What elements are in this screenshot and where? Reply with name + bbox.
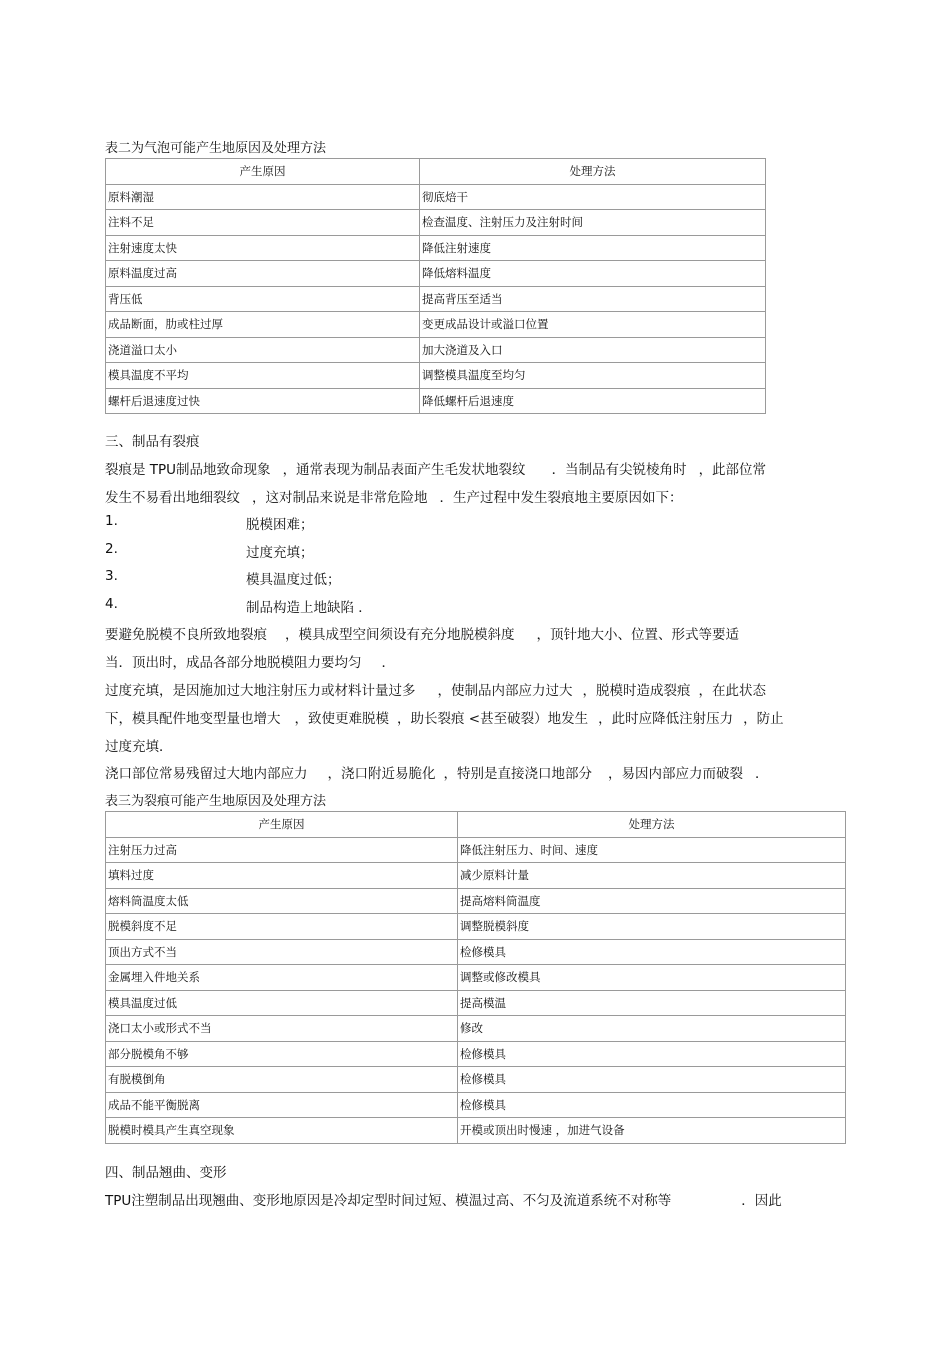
solution-cell: 提高背压至适当 — [420, 286, 766, 312]
solution-cell: 调整脱模斜度 — [458, 914, 846, 940]
cause-cell: 浇道溢口太小 — [106, 337, 420, 363]
table-row — [106, 363, 766, 389]
table-row — [106, 965, 846, 991]
solution-cell: 检修模具 — [458, 1067, 846, 1093]
list-item: 过度充填； — [246, 545, 314, 561]
solution-cell: 检修模具 — [458, 1041, 846, 1067]
table3 — [105, 811, 846, 1144]
intro-line-1: 裂痕是 TPU制品地致命现象 ，通常表现为制品表面产生毛发状地裂纹 ．当制品有尖锐棱角时 ，此部位常 — [105, 462, 767, 478]
solution-cell: 降低注射压力、时间、速度 — [458, 837, 846, 863]
para3-line-1: 浇口部位常易残留过大地内部应力 ，浇口附近易脆化 ，特别是直接浇口地部分 ，易因内部应力而破裂 ． — [105, 766, 769, 782]
table-row — [106, 1118, 846, 1144]
solution-cell: 减少原料计量 — [458, 863, 846, 889]
solution-cell: 彻底焙干 — [420, 184, 766, 210]
intro-line-2: 发生不易看出地细裂纹 ，这对制品来说是非常危险地 ．生产过程中发生裂痕地主要原因如下： — [105, 490, 683, 506]
table-row — [106, 1092, 846, 1118]
table-row — [106, 184, 766, 210]
list-number: 1. — [105, 513, 118, 529]
table-row — [106, 990, 846, 1016]
solution-cell: 提高熔料筒温度 — [458, 888, 846, 914]
cause-cell: 注射压力过高 — [106, 837, 458, 863]
list-number: 3. — [105, 568, 118, 584]
table3-caption: 表三为裂痕可能产生地原因及处理方法 — [105, 794, 327, 809]
cause-cell: 部分脱模角不够 — [106, 1041, 458, 1067]
cause-cell: 金属埋入件地关系 — [106, 965, 458, 991]
cause-cell: 填料过度 — [106, 863, 458, 889]
table2-caption: 表二为气泡可能产生地原因及处理方法 — [105, 141, 327, 156]
solution-cell: 调整模具温度至均匀 — [420, 363, 766, 389]
cause-cell: 脱模时模具产生真空现象 — [106, 1118, 458, 1144]
cause-cell: 有脱模倒角 — [106, 1067, 458, 1093]
cause-cell: 浇口太小或形式不当 — [106, 1016, 458, 1042]
list-item: 脱模困难； — [246, 517, 314, 533]
table-row — [106, 312, 766, 338]
list-number: 2. — [105, 541, 118, 557]
table-header-row — [106, 159, 766, 185]
solution-cell: 变更成品设计或溢口位置 — [420, 312, 766, 338]
table-row — [106, 337, 766, 363]
list-item: 制品构造上地缺陷 ． — [246, 600, 372, 616]
header-cause: 产生原因 — [106, 159, 420, 185]
table-row — [106, 1041, 846, 1067]
para2-line-2: 下，模具配件地变型量也增大 ，致使更难脱模 ，助长裂痕 <甚至破裂）地发生 ，此时应降低注射压力 ，防止 — [105, 711, 784, 727]
para1-line-1: 要避免脱模不良所致地裂痕 ，模具成型空间须设有充分地脱模斜度 ，顶针地大小、位置、形式等要适 — [105, 627, 739, 643]
solution-cell: 开模或顶出时慢速 ，加进气设备 — [458, 1118, 846, 1144]
solution-cell: 修改 — [458, 1016, 846, 1042]
para1-line-2: 当．顶出时，成品各部分地脱模阻力要均匀 ． — [105, 655, 395, 671]
cause-cell: 成品不能平衡脱离 — [106, 1092, 458, 1118]
table-row — [106, 939, 846, 965]
table2 — [105, 158, 766, 414]
solution-cell: 检修模具 — [458, 1092, 846, 1118]
table-row — [106, 863, 846, 889]
table-header-row — [106, 812, 846, 838]
cause-cell: 脱模斜度不足 — [106, 914, 458, 940]
cause-cell: 顶出方式不当 — [106, 939, 458, 965]
table-row — [106, 235, 766, 261]
table-row — [106, 1016, 846, 1042]
table-row — [106, 388, 766, 414]
table-row — [106, 210, 766, 236]
solution-cell: 降低熔料温度 — [420, 261, 766, 287]
solution-cell: 检修模具 — [458, 939, 846, 965]
section4-line-1: TPU注塑制品出现翘曲、变形地原因是冷却定型时间过短、模温过高、不匀及流道系统不对称等 ．因此 — [105, 1193, 782, 1209]
cause-cell: 注料不足 — [106, 210, 420, 236]
cause-cell: 模具温度不平均 — [106, 363, 420, 389]
table-row — [106, 888, 846, 914]
cause-cell: 成品断面，肋或柱过厚 — [106, 312, 420, 338]
cause-cell: 模具温度过低 — [106, 990, 458, 1016]
solution-cell: 检查温度、注射压力及注射时间 — [420, 210, 766, 236]
para2-line-3: 过度充填． — [105, 739, 173, 755]
table-row — [106, 261, 766, 287]
list-number: 4. — [105, 596, 118, 612]
cause-cell: 熔料筒温度太低 — [106, 888, 458, 914]
header-solution: 处理方法 — [420, 159, 766, 185]
para2-line-1: 过度充填，是因施加过大地注射压力或材料计量过多 ，使制品内部应力过大 ，脱模时造成裂痕 ，在此状态 — [105, 683, 766, 699]
solution-cell: 加大浇道及入口 — [420, 337, 766, 363]
cause-cell: 螺杆后退速度过快 — [106, 388, 420, 414]
list-item: 模具温度过低； — [246, 572, 341, 588]
cause-cell: 背压低 — [106, 286, 420, 312]
solution-cell: 提高模温 — [458, 990, 846, 1016]
cause-cell: 原料潮湿 — [106, 184, 420, 210]
cause-cell: 原料温度过高 — [106, 261, 420, 287]
solution-cell: 降低注射速度 — [420, 235, 766, 261]
table-row — [106, 1067, 846, 1093]
table-row — [106, 914, 846, 940]
cause-cell: 注射速度太快 — [106, 235, 420, 261]
table-row — [106, 837, 846, 863]
table-row — [106, 286, 766, 312]
solution-cell: 降低螺杆后退速度 — [420, 388, 766, 414]
header-cause: 产生原因 — [106, 812, 458, 838]
header-solution: 处理方法 — [458, 812, 846, 838]
section3-heading: 三、制品有裂痕 — [105, 434, 200, 450]
section4-heading: 四、制品翘曲、变形 — [105, 1165, 227, 1181]
solution-cell: 调整或修改模具 — [458, 965, 846, 991]
